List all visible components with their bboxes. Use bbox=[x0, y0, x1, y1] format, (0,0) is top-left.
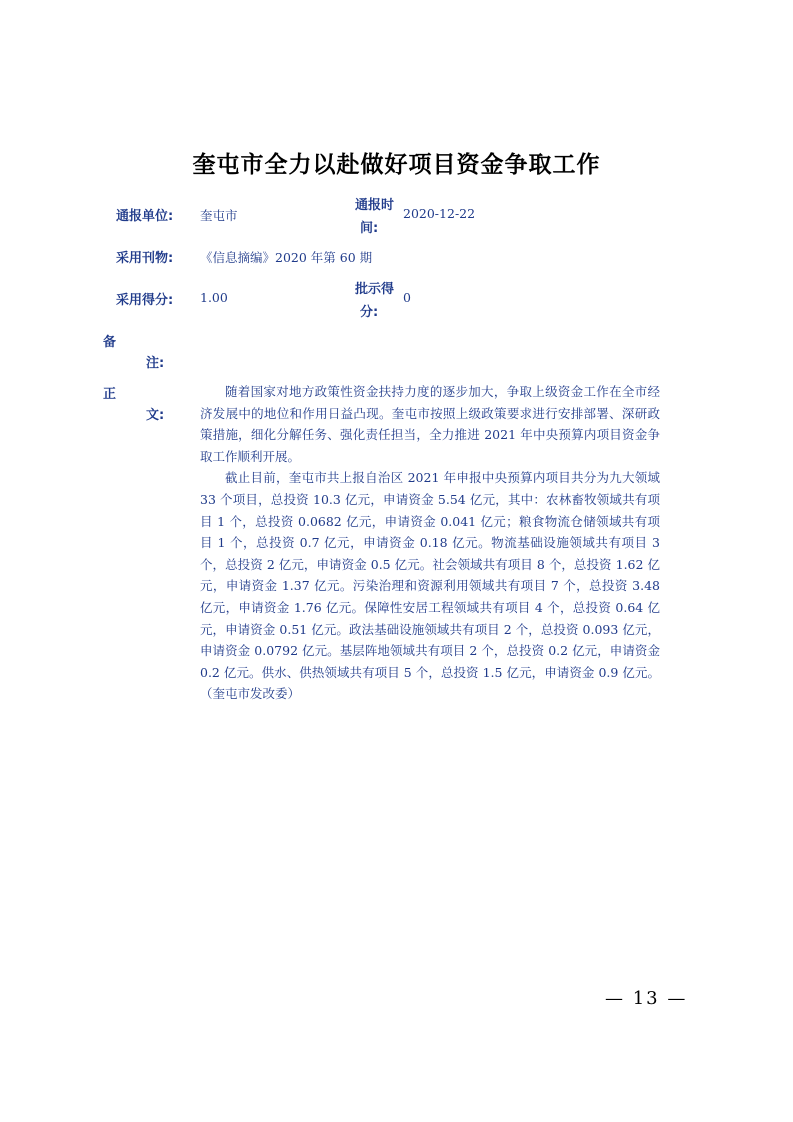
page-number: — 13 — bbox=[605, 988, 688, 1009]
approval-label-line1: 批示得 bbox=[355, 282, 395, 297]
unit-label: 通报单位: bbox=[116, 209, 174, 224]
time-value: 2020-12-22 bbox=[403, 206, 476, 221]
approval-label-line2: 分: bbox=[360, 305, 379, 320]
remark-label-line2: 注: bbox=[146, 356, 165, 371]
body-paragraph: 截止目前，奎屯市共上报自治区 2021 年申报中央预算内项目共分为九大领域 33 个项目，总投资 10.3 亿元，申请资金 5.54 亿元，其中：农林畜牧领域共有项目 1 个，总投资 0.0682 亿元，申请资金 0.041 亿元；粮食物流仓储领域共有项目 1 个，总投资 0.7 亿元，申请资金 0.18 亿元。物流基础设施领域共有项目 3 个，总投资 2 亿元，申请资金 0.5 亿元。社会领域共有项目 8 个，总投资 1.62 亿元，申请资金 1.37 亿元。污染治理和资源利用领域共有项目 7 个，总投资 3.48 亿元，申请资金 1.76 亿元。保障性安居工程领域共有项目 4 个，总投资 0.64 亿元，申请资金 0.51 亿元。政法基础设施领域共有项目 2 个，总投资 0.093 亿元，申请资金 0.0792 亿元。基层阵地领域共有项目 2 个，总投资 0.2 亿元，申请资金 0.2 亿元。供水、供热领域共有项目 5 个，总投资 1.5 亿元，申请资金 0.9 亿元。（奎屯市发改委） bbox=[200, 470, 660, 702]
body-paragraph: 随着国家对地方政策性资金扶持力度的逐步加大，争取上级资金工作在全市经济发展中的地位和作用日益凸现。奎屯市按照上级政策要求进行安排部署、深研政策措施，细化分解任务、强化责任担当，全力推进 2021 年中央预算内项目资金争取工作顺利开展。 bbox=[200, 384, 660, 464]
body-label-line1: 正 bbox=[103, 387, 117, 402]
body-label-line2: 文: bbox=[146, 408, 165, 423]
journal-label: 采用刊物: bbox=[116, 251, 174, 266]
time-label-line1: 通报时 bbox=[355, 198, 395, 213]
journal-value: 《信息摘编》2020 年第 60 期 bbox=[200, 250, 373, 265]
approval-value: 0 bbox=[403, 290, 411, 305]
time-label-line2: 间: bbox=[360, 221, 379, 236]
document-title: 奎屯市全力以赴做好项目资金争取工作 bbox=[192, 152, 601, 178]
body-content bbox=[200, 381, 660, 705]
score-label: 采用得分: bbox=[116, 293, 174, 308]
score-value: 1.00 bbox=[200, 290, 228, 305]
remark-label-line1: 备 bbox=[103, 335, 117, 350]
unit-value: 奎屯市 bbox=[200, 208, 238, 223]
